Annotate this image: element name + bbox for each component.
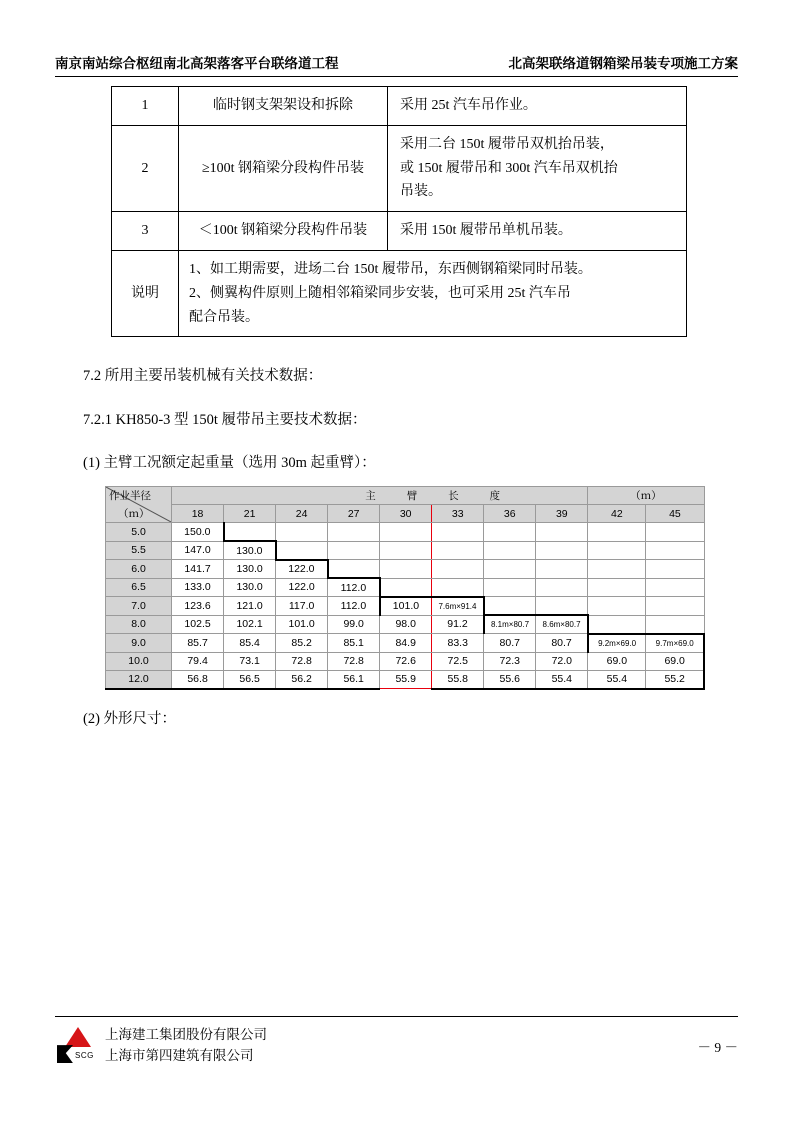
cell-5-0-42 (588, 523, 646, 542)
cell-6-5-24: 122.0 (276, 578, 328, 597)
table-row-note (112, 250, 687, 336)
logo-text: SCG (75, 1051, 94, 1061)
radius-header-top: 作业半径 (109, 490, 151, 503)
cell-12-0-42: 55.4 (588, 670, 646, 689)
cell-10-0-42: 69.0 (588, 652, 646, 670)
cell-7-0-33: 7.6m×91.4 (432, 597, 484, 616)
cell-12-0-33: 55.8 (432, 670, 484, 689)
method-how-line: 或 150t 履带吊和 300t 汽车吊双机抬 (400, 160, 618, 176)
cell-6-5-42 (588, 578, 646, 597)
item-2-label: (2) 外形尺寸： (83, 710, 177, 727)
cell-12-0-30: 55.9 (380, 670, 432, 689)
method-desc-line: ≥100t 钢箱梁分段构件吊装 (201, 160, 365, 176)
table-row (106, 634, 705, 653)
cell-5-5-27 (328, 541, 380, 560)
cell-10-0-24: 72.8 (276, 652, 328, 670)
method-row-how (388, 87, 687, 126)
cell-12-0-36: 55.6 (484, 670, 536, 689)
company-line-1: 上海建工集团股份有限公司 (105, 1027, 267, 1043)
cell-9-0-27: 85.1 (328, 634, 380, 653)
cell-12-0-45: 55.2 (646, 670, 704, 689)
cell-12-0-21: 56.5 (224, 670, 276, 689)
page-number: － 9 － (697, 1040, 738, 1056)
cell-7-0-36 (484, 597, 536, 616)
table-row (106, 670, 705, 689)
cell-8-0-24: 101.0 (276, 615, 328, 634)
header-left-title: 南京南站综合枢纽南北高架落客平台联络道工程 (55, 56, 339, 71)
capacity-header-row (106, 487, 705, 505)
company-name (105, 1025, 267, 1067)
cell-8-0-45 (646, 615, 704, 634)
table-row (106, 541, 705, 560)
col-header-24: 24 (276, 505, 328, 523)
cell-6-0-27 (328, 560, 380, 579)
col-header-18: 18 (172, 505, 224, 523)
cell-8-0-21: 102.1 (224, 615, 276, 634)
cell-5-0-33 (432, 523, 484, 542)
cell-8-0-18: 102.5 (172, 615, 224, 634)
cell-7-0-18: 123.6 (172, 597, 224, 616)
cell-7-0-27: 112.0 (328, 597, 380, 616)
method-row-num: 2 (112, 125, 179, 211)
row-radius-5-5: 5.5 (106, 541, 172, 560)
method-row-how (388, 212, 687, 251)
cell-5-0-21 (224, 523, 276, 542)
cell-5-0-18: 150.0 (172, 523, 224, 542)
crane-capacity-table-wrap (105, 486, 705, 690)
logo-black-shape (57, 1045, 73, 1063)
row-radius-7-0: 7.0 (106, 597, 172, 616)
note-line: 配合吊装。 (189, 309, 259, 325)
logo-triangle-shape (65, 1027, 91, 1047)
table-row (112, 212, 687, 251)
cell-10-0-21: 73.1 (224, 652, 276, 670)
cell-9-0-24: 85.2 (276, 634, 328, 653)
cell-6-0-42 (588, 560, 646, 579)
company-line-2: 上海市第四建筑有限公司 (105, 1048, 254, 1064)
cell-7-0-24: 117.0 (276, 597, 328, 616)
row-radius-8-0: 8.0 (106, 615, 172, 634)
table-row (112, 125, 687, 211)
header-right-title: 北高架联络道钢箱梁吊装专项施工方案 (508, 56, 738, 71)
cell-8-0-27: 99.0 (328, 615, 380, 634)
cell-9-0-30: 84.9 (380, 634, 432, 653)
cell-6-5-45 (646, 578, 704, 597)
cell-9-0-42: 9.2m×69.0 (588, 634, 646, 653)
cell-12-0-39: 55.4 (536, 670, 588, 689)
cell-5-0-36 (484, 523, 536, 542)
method-how-line: 采用二台 150t 履带吊双机抬吊装， (400, 136, 614, 152)
row-radius-9-0: 9.0 (106, 634, 172, 653)
cell-5-0-27 (328, 523, 380, 542)
cell-9-0-45: 9.7m×69.0 (646, 634, 704, 653)
cell-6-5-27: 112.0 (328, 578, 380, 597)
row-radius-6-5: 6.5 (106, 578, 172, 597)
cell-6-5-36 (484, 578, 536, 597)
cell-10-0-33: 72.5 (432, 652, 484, 670)
table-row (106, 615, 705, 634)
cell-9-0-39: 80.7 (536, 634, 588, 653)
cell-6-5-30 (380, 578, 432, 597)
section-7-2: 7.2 所用主要吊装机械有关技术数据： (83, 368, 323, 385)
method-table (111, 86, 687, 337)
cell-5-5-33 (432, 541, 484, 560)
boom-length-title (172, 487, 588, 505)
col-header-21: 21 (224, 505, 276, 523)
cell-10-0-36: 72.3 (484, 652, 536, 670)
page-header (55, 52, 738, 77)
cell-7-0-21: 121.0 (224, 597, 276, 616)
company-logo-icon (55, 1027, 95, 1065)
note-line: 1、如工期需要，进场二台 150t 履带吊，东西侧钢箱梁同时吊装。 (189, 261, 592, 277)
method-how-line: 吊装。 (400, 184, 442, 200)
row-radius-5-0: 5.0 (106, 523, 172, 542)
cell-7-0-42 (588, 597, 646, 616)
cell-5-5-21: 130.0 (224, 541, 276, 560)
table-row (106, 578, 705, 597)
cell-9-0-36: 80.7 (484, 634, 536, 653)
cell-6-0-30 (380, 560, 432, 579)
cell-10-0-30: 72.6 (380, 652, 432, 670)
cell-9-0-33: 83.3 (432, 634, 484, 653)
cell-5-0-24 (276, 523, 328, 542)
cell-9-0-18: 85.7 (172, 634, 224, 653)
cell-8-0-36: 8.1m×80.7 (484, 615, 536, 634)
method-desc-line: ＜100t 钢箱梁分段构件吊装 (198, 223, 368, 239)
cell-6-5-39 (536, 578, 588, 597)
cell-12-0-27: 56.1 (328, 670, 380, 689)
cell-6-0-24: 122.0 (276, 560, 328, 579)
cell-5-5-45 (646, 541, 704, 560)
method-row-desc (179, 212, 388, 251)
page-footer (55, 1016, 738, 1067)
cell-10-0-18: 79.4 (172, 652, 224, 670)
cell-9-0-21: 85.4 (224, 634, 276, 653)
cell-6-0-36 (484, 560, 536, 579)
method-row-num: 1 (112, 87, 179, 126)
col-header-30: 30 (380, 505, 432, 523)
cell-6-0-45 (646, 560, 704, 579)
table-row (106, 560, 705, 579)
cell-8-0-42 (588, 615, 646, 634)
cell-5-0-45 (646, 523, 704, 542)
cell-6-5-33 (432, 578, 484, 597)
col-header-45: 45 (646, 505, 704, 523)
table-row (106, 597, 705, 616)
section-7-2-1: 7.2.1 KH850-3 型 150t 履带吊主要技术数据： (83, 411, 367, 428)
note-line: 2、侧翼构件原则上随相邻箱梁同步安装，也可采用 25t 汽车吊 (189, 285, 571, 301)
row-radius-10-0: 10.0 (106, 652, 172, 670)
table-row (106, 652, 705, 670)
page-content (55, 80, 738, 733)
footer-company-block (55, 1025, 267, 1067)
cell-7-0-30: 101.0 (380, 597, 432, 616)
cell-10-0-27: 72.8 (328, 652, 380, 670)
col-header-42: 42 (588, 505, 646, 523)
table-row (112, 87, 687, 126)
cell-6-5-18: 133.0 (172, 578, 224, 597)
cell-12-0-18: 56.8 (172, 670, 224, 689)
cell-6-0-39 (536, 560, 588, 579)
method-how-line: 采用 150t 履带吊单机吊装。 (400, 223, 572, 239)
method-row-how (388, 125, 687, 211)
note-body (179, 250, 687, 336)
capacity-column-header-row (106, 505, 705, 523)
cell-6-0-21: 130.0 (224, 560, 276, 579)
method-row-num: 3 (112, 212, 179, 251)
boom-length-unit: （ｍ） (588, 487, 704, 505)
method-row-desc: 临时钢支架架设和拆除 (179, 87, 388, 126)
row-radius-6-0: 6.0 (106, 560, 172, 579)
col-header-36: 36 (484, 505, 536, 523)
method-how-line: 采用 25t 汽车吊作业。 (400, 98, 537, 113)
cell-5-5-18: 147.0 (172, 541, 224, 560)
cell-5-5-42 (588, 541, 646, 560)
cell-6-5-21: 130.0 (224, 578, 276, 597)
cell-7-0-39 (536, 597, 588, 616)
cell-5-0-39 (536, 523, 588, 542)
radius-header-bottom: （ｍ） (118, 508, 150, 521)
cell-5-0-30 (380, 523, 432, 542)
col-header-33: 33 (432, 505, 484, 523)
cell-5-5-39 (536, 541, 588, 560)
cell-5-5-30 (380, 541, 432, 560)
col-header-39: 39 (536, 505, 588, 523)
table-row (106, 523, 705, 542)
cell-6-0-33 (432, 560, 484, 579)
note-label: 说明 (112, 250, 179, 336)
cell-5-5-36 (484, 541, 536, 560)
cell-8-0-33: 91.2 (432, 615, 484, 634)
cell-5-5-24 (276, 541, 328, 560)
cell-8-0-30: 98.0 (380, 615, 432, 634)
cell-12-0-24: 56.2 (276, 670, 328, 689)
cell-7-0-45 (646, 597, 704, 616)
cell-6-0-18: 141.7 (172, 560, 224, 579)
cell-8-0-39: 8.6m×80.7 (536, 615, 588, 634)
row-radius-12-0: 12.0 (106, 670, 172, 689)
boom-length-title-text: 主 臂 长 度 (365, 490, 515, 503)
item-1-label: (1) 主臂工况额定起重量（选用 30m 起重臂）： (83, 455, 376, 472)
method-row-desc (179, 125, 388, 211)
col-header-27: 27 (328, 505, 380, 523)
crane-capacity-table (105, 486, 705, 690)
cell-10-0-39: 72.0 (536, 652, 588, 670)
cell-10-0-45: 69.0 (646, 652, 704, 670)
radius-header-cell (106, 487, 172, 523)
